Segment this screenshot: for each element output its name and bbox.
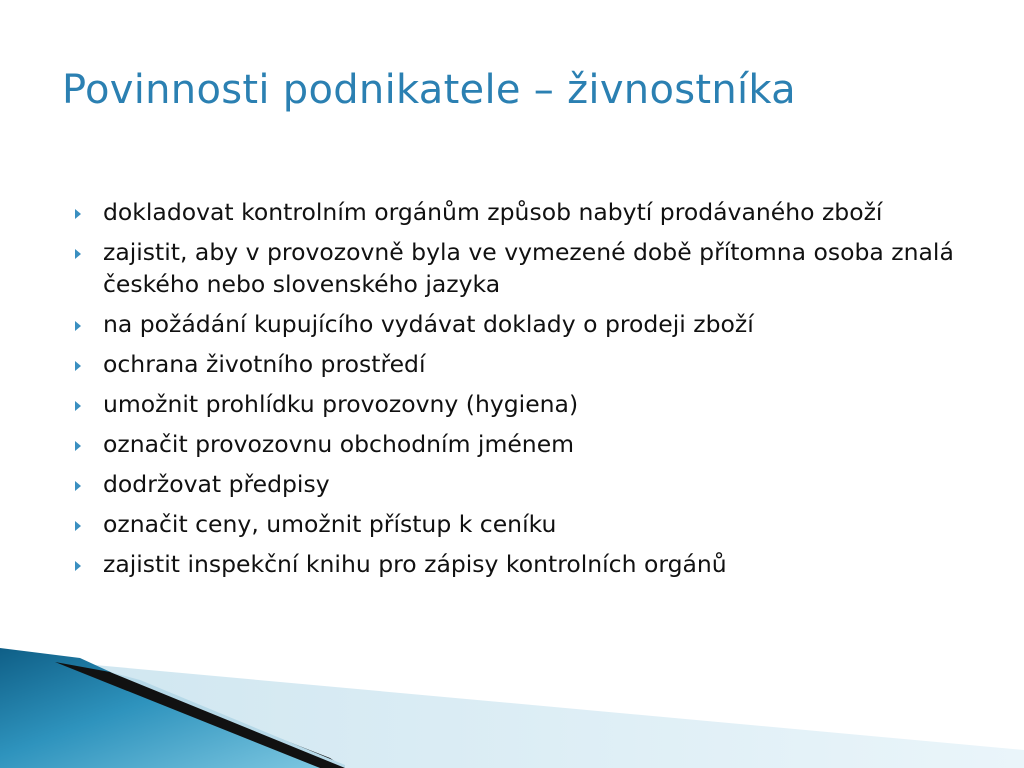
bullet-item bbox=[70, 428, 970, 460]
decorative-swoosh bbox=[0, 640, 1024, 768]
triangle-right-icon bbox=[75, 441, 81, 451]
bullet-text: zajistit inspekční knihu pro zápisy kontrolních orgánů bbox=[103, 550, 727, 578]
bullet-text: ochrana životního prostředí bbox=[103, 350, 426, 378]
slide-title: Povinnosti podnikatele – živnostníka bbox=[62, 67, 796, 113]
bullet-text: označit ceny, umožnit přístup k ceníku bbox=[103, 510, 557, 538]
bullet-item bbox=[70, 348, 970, 380]
triangle-right-icon bbox=[75, 321, 81, 331]
triangle-right-icon bbox=[75, 481, 81, 491]
triangle-right-icon bbox=[75, 209, 81, 219]
bullet-item bbox=[70, 388, 970, 420]
triangle-right-icon bbox=[75, 361, 81, 371]
bullet-text: dokladovat kontrolním orgánům způsob nabytí prodávaného zboží bbox=[103, 198, 883, 226]
bullet-text: na požádání kupujícího vydávat doklady o prodeji zboží bbox=[103, 310, 754, 338]
bullet-text: zajistit, aby v provozovně byla ve vymezené době přítomna osoba znalá českého nebo slovenského jazyka bbox=[103, 238, 954, 298]
triangle-right-icon bbox=[75, 401, 81, 411]
bullet-item bbox=[70, 196, 970, 228]
triangle-right-icon bbox=[75, 521, 81, 531]
bullet-list bbox=[70, 196, 970, 588]
bullet-item bbox=[70, 548, 970, 580]
bullet-item bbox=[70, 468, 970, 500]
triangle-right-icon bbox=[75, 561, 81, 571]
bullet-item bbox=[70, 236, 970, 300]
triangle-right-icon bbox=[75, 249, 81, 259]
bullet-text: umožnit prohlídku provozovny (hygiena) bbox=[103, 390, 579, 418]
bullet-item bbox=[70, 308, 970, 340]
bullet-text: označit provozovnu obchodním jménem bbox=[103, 430, 575, 458]
bullet-text: dodržovat předpisy bbox=[103, 470, 330, 498]
bullet-item bbox=[70, 508, 970, 540]
